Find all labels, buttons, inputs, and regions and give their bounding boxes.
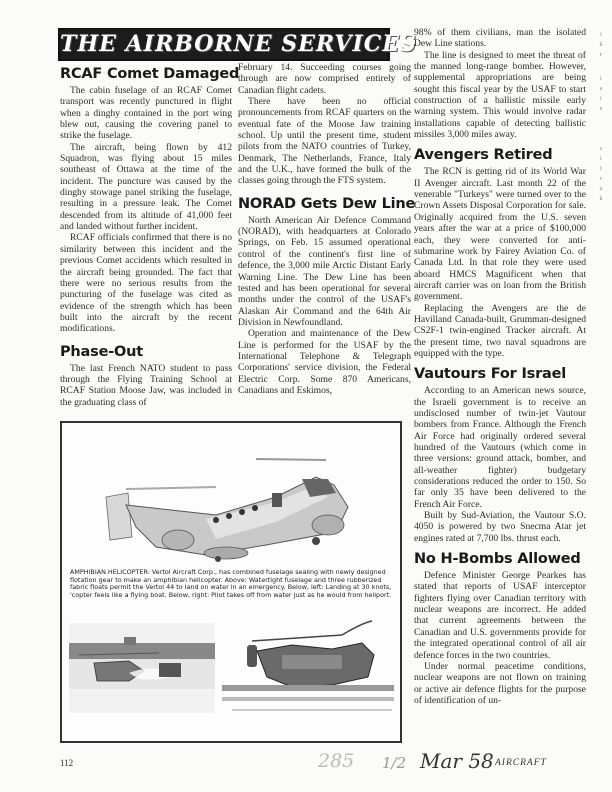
banner-title: THE AIRBORNE SERVICES	[60, 31, 417, 57]
article-paragraph: Defence Minister George Pearkes has stated that reports of USAF interceptor fighters flying over Canadian territory with nuclear weapons are incorrect. He added that current agreements between the Canadian and U.S. governments provide for the integrated operational control of all air defence forces in the two countries.	[414, 570, 586, 661]
handwritten-date: Mar 58	[420, 749, 494, 773]
edge-mark: t	[600, 96, 602, 102]
edge-mark: a	[599, 86, 603, 92]
article-paragraph: Built by Sud-Aviation, the Vautour S.O. 4050 is powered by two Snecma Atar jet engines rated at 7,700 lbs. thrust each.	[414, 510, 586, 544]
column-2	[238, 62, 416, 396]
helicopter-in-flight-photo	[66, 427, 396, 567]
column-1	[60, 62, 240, 408]
article-heading-hbombs: No H-Bombs Allowed	[414, 551, 581, 568]
article-paragraph: The RCN is getting rid of its World War II Avenger aircraft. Last month 22 of the venerable "Turkeys" were turned over to the Crown Assets Disposal Corporation for sale. Originally acquired from the U.S. seven years after the war at a price of $100,000 each, they were converted for anti-submarine work by Fairey Aviation Co. of Canada Ltd. In that role they were used aboard HMCS Magnificent when that aircraft carrier was on loan from the British government.	[414, 166, 586, 303]
article-paragraph: The cabin fuselage of an RCAF Comet transport was recently punctured in flight when a dinghy contained in the port wing blew out, causing the covering panel to strike the fuselage.	[60, 85, 232, 142]
edge-mark: k	[599, 42, 603, 48]
article-paragraph: According to an American news source, the Israeli government is to receive an undisclosed number of twin-jet Vautour bombers from France. Although the French Air Force had originally ordered several hundred of the Vautours (which come in three versions: ground attack, bomber, and all-weather fighter) budgetary considerations reduced the order to 150. So far only 35 have been delivered to the French Air Force.	[414, 385, 586, 510]
article-heading-vautours: Vautours For Israel	[414, 366, 567, 383]
handwritten-number: 285	[318, 750, 355, 772]
edge-mark: i	[600, 32, 602, 38]
article-heading-comet: RCAF Comet Damaged	[60, 66, 240, 82]
article-paragraph: The last French NATO student to pass through the Flying Training School at RCAF Station Moose Jaw, was included in the graduating class of	[60, 362, 232, 408]
page-number: 112	[60, 758, 74, 768]
edge-mark: t	[600, 156, 602, 162]
section-banner	[58, 28, 417, 61]
article-paragraph: Operation and maintenance of the Dew Line is performed for the USAF by the International Telephone & Telegraph Corporations' service division, the Federal Electric Corp. Some 870 Americans, Canadians and Eskimos,	[238, 328, 411, 396]
edge-mark: t	[600, 166, 602, 172]
article-paragraph: North American Air Defence Command (NORAD), with headquarters at Colorado Springs, on Feb. 15 assumed operational control of the continent's first line of defence, the 3,000 mile Arctic Distant Early Warning Line. The Dew Line has been tested and has been operational for several months under the control of the USAF's Alaskan Air Command and the 64th Air Division in Newfoundland.	[238, 214, 411, 328]
edge-mark: k	[599, 196, 603, 202]
edge-mark: s	[599, 146, 603, 152]
article-heading-norad: NORAD Gets Dew Line	[238, 195, 416, 212]
article-paragraph: Under normal peacetime conditions, nuclear weapons are not flown on training or active air defence flights for the purpose of identification of un-	[414, 660, 586, 706]
edge-mark: r	[600, 176, 602, 182]
article-paragraph: 98% of them civilians, man the isolated Dew Line stations.	[414, 27, 586, 50]
article-paragraph: Replacing the Avengers are the de Havilland Canada-built, Grumman-designed CS2F-1 twin-engined Tracker aircraft. At the present time, two naval squadrons are equipped with the type.	[414, 302, 586, 359]
magazine-name: AIRCRAFT	[495, 758, 547, 768]
helicopter-takeoff-photo	[222, 615, 394, 723]
edge-mark: a	[599, 186, 603, 192]
article-paragraph: The line is designed to meet the threat of the manned long-range bomber. However, supplemental appropriations are being sought this fiscal year by the USAF to start construction of a ballistic missile early warning system. This would involve radar installations capable of detecting ballistic missiles 3,000 miles away.	[414, 49, 586, 141]
figure-caption: AMPHIBIAN HELICOPTER: Vertol Aircraft Corp., has combined fuselage sealing with newly designed flotation gear to make an amphibian helicopter. Above: Watertight fuselage and three rubberized fabric floats permit the Vertol 44 to land on water in an emergency. Below, left: Landing at 30 knots, 'copter feels like a flying boat. Below, right: Pilot takes off from water just as he would from heliport.	[70, 568, 392, 600]
article-paragraph: RCAF officials confirmed that there is no similarity between this incident and the previous Comet accidents which resulted in the aircraft being grounded. The fact that there were no serious results from the puncturing of the fuselage was cited as evidence of the strength which has been built into the aircraft by the recent modifications.	[60, 232, 232, 335]
article-paragraph: February 14. Succeeding courses going through are now comprised entirely of Canadian flight cadets.	[238, 62, 411, 96]
facing-page-edge	[593, 0, 609, 300]
article-paragraph: The aircraft, being flown by 412 Squadron, was flying about 15 miles southeast of Ottawa at the time of the incident. The puncture was caused by the dinghy stowage panel striking the fuselage, resulting in a pressure leak. The Comet descended from its altitude of 41,000 feet and landed without further incident.	[60, 141, 232, 233]
article-paragraph: There have been no official pronouncements from RCAF quarters on the eventual fate of the Moose Jaw training school. Up until the present time, student pilots from the NATO countries of Turkey, Denmark, The Netherlands, France, Italy and the U.K., have formed the bulk of the classes going through the FTS system.	[238, 96, 411, 187]
article-heading-phaseout: Phase-Out	[60, 343, 143, 360]
edge-mark: e	[599, 106, 603, 112]
edge-mark: t	[600, 76, 602, 82]
helicopter-landing-photo	[69, 623, 215, 713]
column-3	[414, 27, 586, 706]
article-heading-avengers: Avengers Retired	[414, 147, 553, 164]
handwritten-fraction: 1/2	[382, 754, 407, 772]
photo-figure	[60, 421, 402, 743]
edge-mark: r	[600, 52, 602, 58]
